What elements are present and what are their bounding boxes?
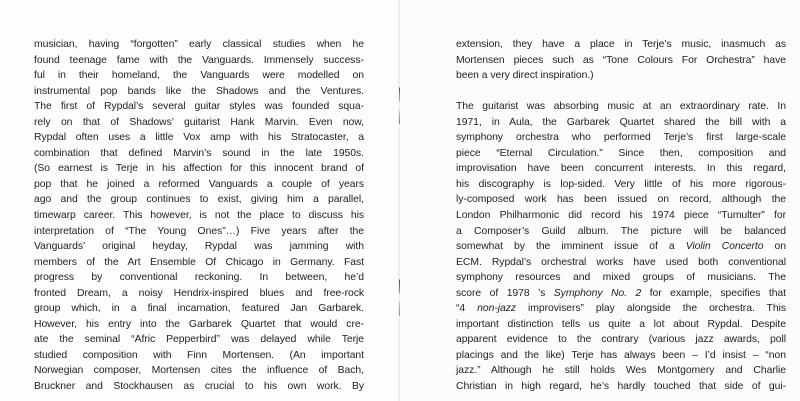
text-line: symphony orchestra who performed Terje’s first large-scale xyxy=(456,132,786,144)
text-line: However, his entry into the Garbarek Quartet that would cre- xyxy=(34,318,364,330)
text-line: group which, in a final incarnation, featured Jan Garbarek. xyxy=(34,303,364,315)
text-run: score of 1978 ’s xyxy=(456,287,554,299)
text-line: combination that defined Marvin’s sound in the late 1950s. xyxy=(34,147,364,159)
text-line: Norwegian composer, Mortensen cites the influence of Bach, xyxy=(34,365,364,377)
text-run: somewhat by the imminent issue of a xyxy=(456,241,686,253)
emphasis-italic: non-jazz xyxy=(477,303,516,315)
text-line: fronted Dream, a noisy Hendrix-inspired blues and free-rock xyxy=(34,287,364,299)
text-line: progress by conventional reckoning. In between, he’d xyxy=(34,272,364,284)
text-line: timewarp career. This however, is not the place to discuss his xyxy=(34,210,364,222)
text-line: symphony resources and mixed groups of musicians. The xyxy=(456,272,786,284)
text-line: (So earnest is Terje in his affection for this innocent brand of xyxy=(34,163,364,175)
text-line: placings and the like) Terje has always been – I’d insist – “non xyxy=(456,349,786,361)
text-line: apparent evidence to the contrary (various jazz awards, poll xyxy=(456,334,786,346)
text-line: a Composer’s Guild album. The picture will be balanced xyxy=(456,225,786,237)
text-line: Rypdal often uses a little Vox amp with his Stratocaster, a xyxy=(34,132,364,144)
text-line xyxy=(456,301,786,317)
text-line: extension, they have a place in Terje’s music, inasmuch as xyxy=(456,39,786,50)
text-line: ate the seminal “Afric Pepperbird” was delayed while Terje xyxy=(34,334,364,346)
right-page xyxy=(400,0,800,401)
paragraph-gap xyxy=(456,84,786,100)
text-line: The guitarist was absorbing music at an extraordinary rate. In xyxy=(456,101,786,113)
text-line: London Philharmonic did record his 1974 piece “Tumulter” for xyxy=(456,210,786,222)
text-run: on xyxy=(763,241,786,253)
text-line: interpretation of “The Young Ones”…) Five years after the xyxy=(34,225,364,237)
text-line: members of the Art Ensemble Of Chicago in Germany. Fast xyxy=(34,256,364,268)
text-line: Vanguards’ original heyday, Rypdal was jamming with xyxy=(34,241,364,253)
text-line: his discography is lop-sided. Very little of his more rigorous- xyxy=(456,178,786,190)
text-line: The first of Rypdal’s several guitar styles was founded squa- xyxy=(34,101,364,113)
work-title-italic: Symphony No. 2 xyxy=(553,287,642,299)
text-line: 1971, in Aula, the Garbarek Quartet shared the bill with a xyxy=(456,116,786,128)
text-line: important distinction tells us quite a lot about Rypdal. Despite xyxy=(456,318,786,330)
text-line: studied composition with Finn Mortensen. (An important xyxy=(34,349,364,361)
text-line: ECM. Rypdal’s orchestral works have used both conventional xyxy=(456,256,786,268)
text-line: ful in their homeland, the Vanguards were modelled on xyxy=(34,70,364,82)
text-run: for example, specifies that xyxy=(641,287,786,299)
left-page-text xyxy=(34,37,364,395)
text-line xyxy=(456,239,786,255)
text-line: ly-composed work has been issued on record, although the xyxy=(456,194,786,206)
text-line: found teenage fame with the Vanguards. Immensely success- xyxy=(34,54,364,66)
text-line xyxy=(456,286,786,302)
text-run: “4 xyxy=(456,303,478,315)
work-title-italic: Violin Concerto xyxy=(685,241,764,253)
text-line: been a very direct inspiration.) xyxy=(456,70,594,82)
text-line: piece “Eternal Circulation.” Since then, composition and xyxy=(456,147,786,159)
text-line: Bruckner and Stockhausen as crucial to his own work. By xyxy=(34,381,364,393)
text-line: pop that he joined a reformed Vanguards a couple of years xyxy=(34,178,364,190)
text-line: rely on that of Shadows’ guitarist Hank Marvin. Even now, xyxy=(34,116,364,128)
text-line: Christian in high regard, he’s hardly touched that side of gui- xyxy=(456,381,786,393)
text-line: instrumental pop bands like the Shadows and the Ventures. xyxy=(34,85,364,97)
text-line: ago and the group continues to exist, giving him a parallel, xyxy=(34,194,364,206)
text-line: improvisation have been concurrent interests. In this regard, xyxy=(456,163,786,175)
text-line: musician, having “forgotten” early classical studies when he xyxy=(34,39,364,50)
text-line: jazz.” Although he still holds Wes Montgomery and Charlie xyxy=(456,365,786,377)
text-run: improvisers” play alongside the orchestra. This xyxy=(516,303,786,315)
text-line: Mortensen pieces such as “Tone Colours For Orchestra” have xyxy=(456,54,786,66)
right-page-text xyxy=(456,37,786,395)
